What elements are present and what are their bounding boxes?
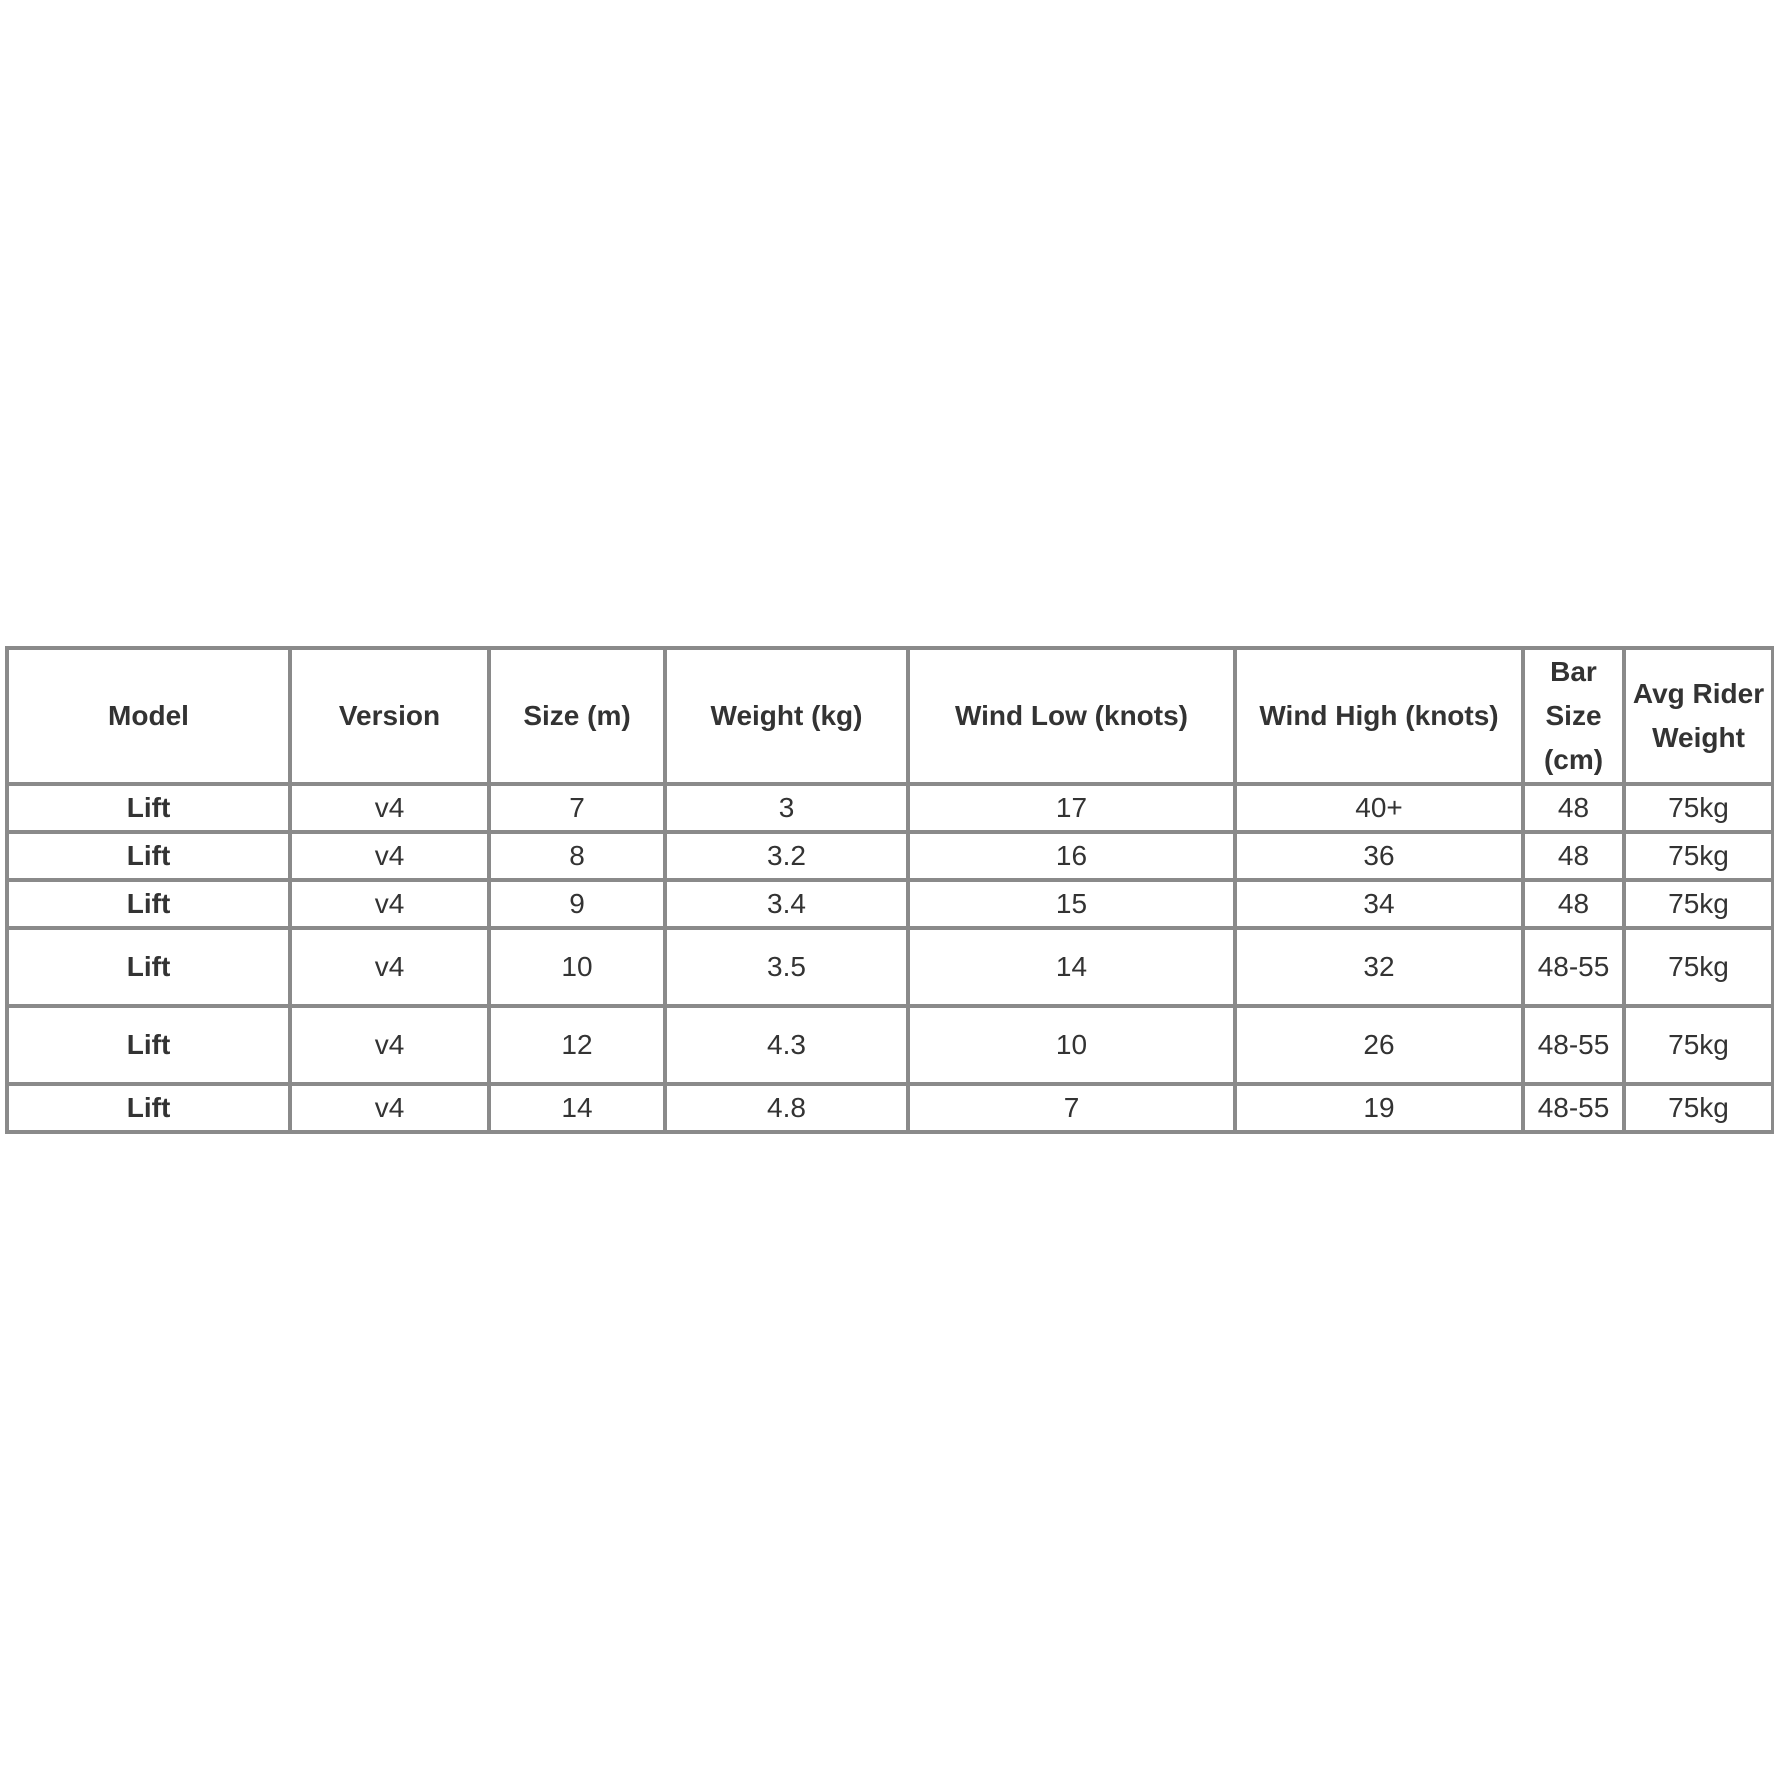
cell-size: 10 — [489, 928, 665, 1006]
cell-size: 9 — [489, 880, 665, 928]
cell-version: v4 — [290, 832, 489, 880]
cell-size: 14 — [489, 1084, 665, 1132]
cell-wind-low: 14 — [908, 928, 1235, 1006]
cell-weight: 4.8 — [665, 1084, 908, 1132]
cell-avg-rider-weight: 75kg — [1624, 784, 1773, 832]
header-model: Model — [7, 648, 290, 784]
spec-table-container — [5, 646, 1771, 1134]
cell-avg-rider-weight: 75kg — [1624, 928, 1773, 1006]
table-row — [7, 1084, 1773, 1132]
cell-model: Lift — [7, 784, 290, 832]
cell-model: Lift — [7, 928, 290, 1006]
cell-wind-high: 34 — [1235, 880, 1523, 928]
cell-weight: 3.5 — [665, 928, 908, 1006]
cell-wind-high: 32 — [1235, 928, 1523, 1006]
cell-weight: 3 — [665, 784, 908, 832]
cell-wind-high: 19 — [1235, 1084, 1523, 1132]
cell-avg-rider-weight: 75kg — [1624, 880, 1773, 928]
cell-bar-size: 48 — [1523, 832, 1624, 880]
header-wind-high: Wind High (knots) — [1235, 648, 1523, 784]
cell-bar-size: 48-55 — [1523, 1006, 1624, 1084]
header-size: Size (m) — [489, 648, 665, 784]
cell-model: Lift — [7, 832, 290, 880]
cell-wind-low: 7 — [908, 1084, 1235, 1132]
header-wind-low: Wind Low (knots) — [908, 648, 1235, 784]
cell-wind-low: 17 — [908, 784, 1235, 832]
cell-wind-high: 40+ — [1235, 784, 1523, 832]
cell-version: v4 — [290, 1006, 489, 1084]
header-row — [7, 648, 1773, 784]
cell-bar-size: 48-55 — [1523, 928, 1624, 1006]
cell-version: v4 — [290, 880, 489, 928]
table-row — [7, 784, 1773, 832]
cell-weight: 3.4 — [665, 880, 908, 928]
cell-avg-rider-weight: 75kg — [1624, 1006, 1773, 1084]
header-version: Version — [290, 648, 489, 784]
table-row — [7, 880, 1773, 928]
cell-version: v4 — [290, 1084, 489, 1132]
cell-wind-low: 15 — [908, 880, 1235, 928]
cell-size: 12 — [489, 1006, 665, 1084]
cell-size: 8 — [489, 832, 665, 880]
kite-spec-table — [5, 646, 1774, 1134]
cell-weight: 4.3 — [665, 1006, 908, 1084]
cell-avg-rider-weight: 75kg — [1624, 1084, 1773, 1132]
table-row — [7, 928, 1773, 1006]
cell-bar-size: 48-55 — [1523, 1084, 1624, 1132]
header-avg-rider-weight: Avg Rider Weight — [1624, 648, 1773, 784]
cell-wind-low: 10 — [908, 1006, 1235, 1084]
cell-model: Lift — [7, 1006, 290, 1084]
header-weight: Weight (kg) — [665, 648, 908, 784]
cell-model: Lift — [7, 1084, 290, 1132]
cell-weight: 3.2 — [665, 832, 908, 880]
cell-size: 7 — [489, 784, 665, 832]
table-row — [7, 832, 1773, 880]
cell-model: Lift — [7, 880, 290, 928]
table-row — [7, 1006, 1773, 1084]
header-bar-size: Bar Size (cm) — [1523, 648, 1624, 784]
cell-wind-high: 36 — [1235, 832, 1523, 880]
cell-wind-high: 26 — [1235, 1006, 1523, 1084]
cell-bar-size: 48 — [1523, 880, 1624, 928]
cell-version: v4 — [290, 928, 489, 1006]
cell-avg-rider-weight: 75kg — [1624, 832, 1773, 880]
cell-wind-low: 16 — [908, 832, 1235, 880]
cell-bar-size: 48 — [1523, 784, 1624, 832]
cell-version: v4 — [290, 784, 489, 832]
